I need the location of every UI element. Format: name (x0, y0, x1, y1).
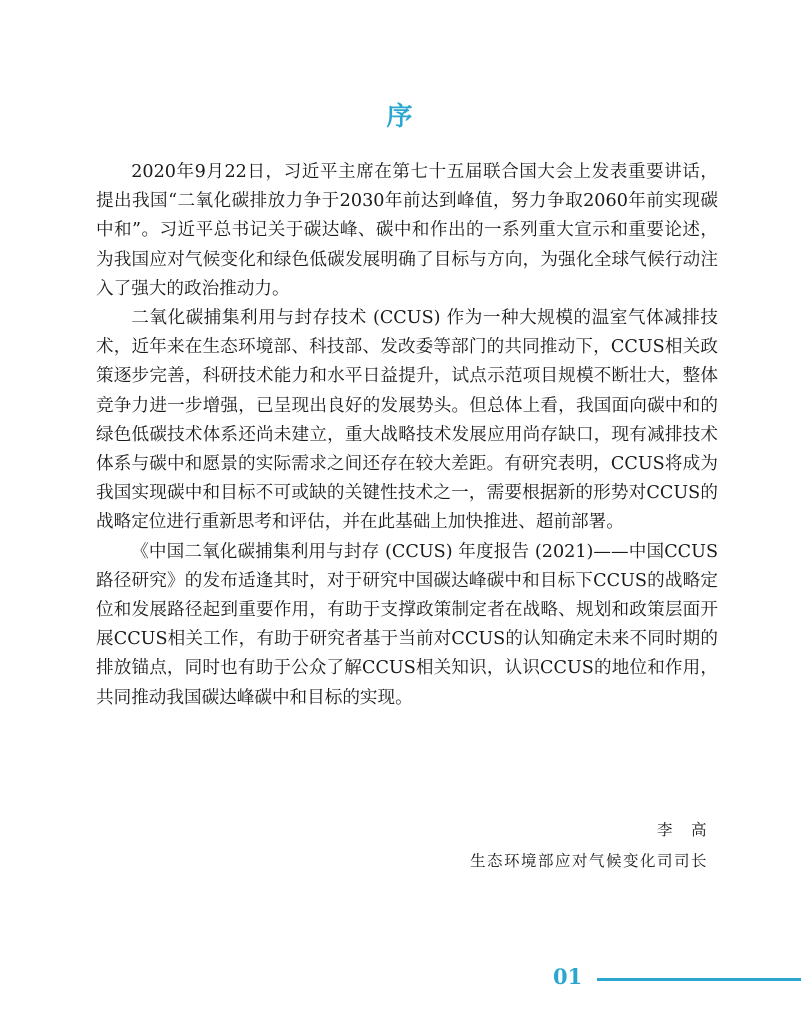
paragraph-1: 2020年9月22日，习近平主席在第七十五届联合国大会上发表重要讲话，提出我国“二氧化碳排放力争于2030年前达到峰值，努力争取2060年前实现碳中和”。习近平总书记关于碳达峰、碳中和作出的一系列重大宣示和重要论述，为我国应对气候变化和绿色低碳发展明确了目标与方向，为强化全球气候行动注入了强大的政治推动力。 (96, 162, 718, 299)
paragraph-3: 《中国二氧化碳捕集利用与封存 (CCUS) 年度报告 (2021)——中国CCUS路径研究》的发布适逢其时，对于研究中国碳达峰碳中和目标下CCUS的战略定位和发展路径起到重要作用，有助于支撑政策制定者在战略、规划和政策层面开展CCUS相关工作，有助于研究者基于当前对CCUS的认知确定未来不同时期的排放锚点，同时也有助于公众了解CCUS相关知识，认识CCUS的地位和作用，共同推动我国碳达峰碳中和目标的实现。 (96, 541, 718, 708)
footer-rule (597, 978, 801, 981)
signature-name: 李 高 (656, 821, 708, 839)
page-number: 01 (553, 964, 583, 989)
page-title: 序 (386, 102, 415, 132)
page-footer (0, 964, 801, 994)
signature-block (470, 815, 708, 877)
paragraph-2: 二氧化碳捕集利用与封存技术 (CCUS) 作为一种大规模的温室气体减排技术，近年来在生态环境部、科技部、发改委等部门的共同推动下，CCUS相关政策逐步完善，科研技术能力和水平日益提升，试点示范项目规模不断壮大，整体竞争力进一步增强，已呈现出良好的发展势头。但总体上看，我国面向碳中和的绿色低碳技术体系还尚未建立，重大战略技术发展应用尚存缺口，现有减排技术体系与碳中和愿景的实际需求之间还存在较大差距。有研究表明，CCUS将成为我国实现碳中和目标不可或缺的关键性技术之一，需要根据新的形势对CCUS的战略定位进行重新思考和评估，并在此基础上加快推进、超前部署。 (96, 308, 718, 533)
signature-title: 生态环境部应对气候变化司司长 (469, 852, 708, 870)
body-text (96, 158, 718, 713)
